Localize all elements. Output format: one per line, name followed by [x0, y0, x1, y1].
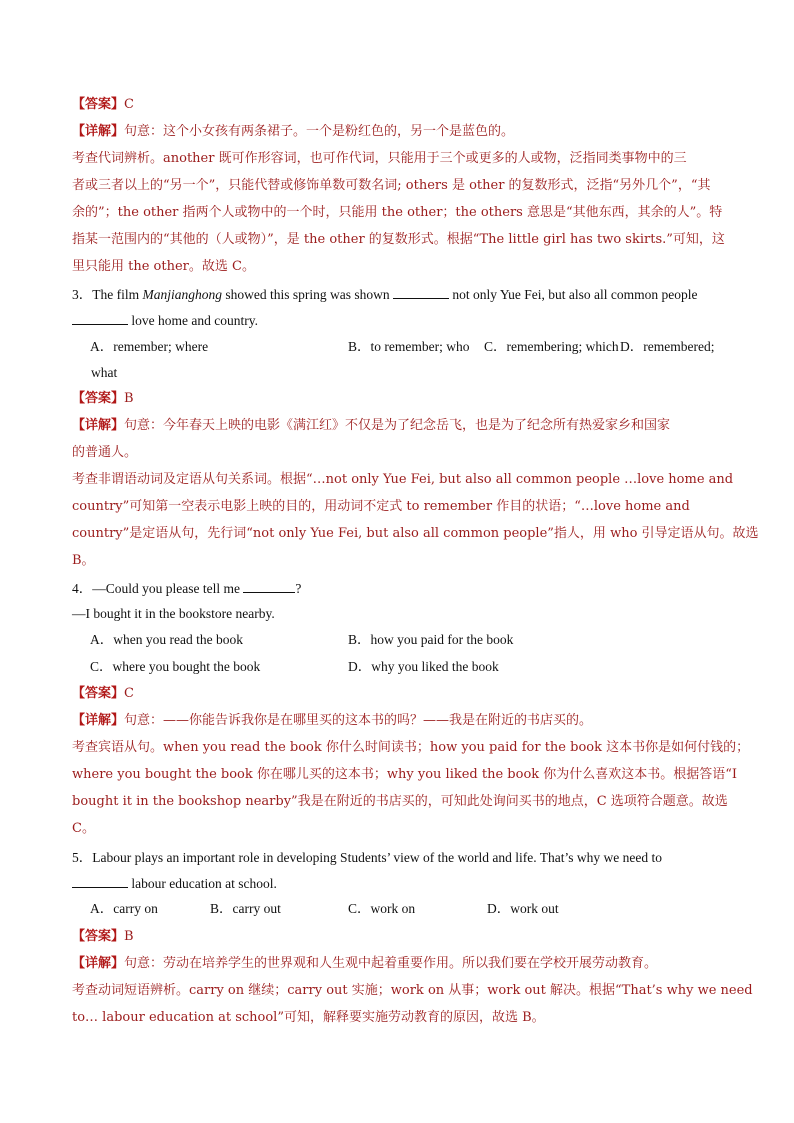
detail-line — [72, 123, 722, 141]
blank-line — [72, 875, 128, 888]
question-text: showed this spring was shown — [222, 287, 393, 302]
answer-value: B — [124, 391, 134, 406]
question-4-reply: —I bought it in the bookstore nearby. — [72, 606, 275, 621]
answer-value: C — [124, 97, 134, 112]
detail-tag: 【详解】 — [72, 956, 125, 971]
blank-line — [393, 286, 449, 299]
question-number: 3． — [72, 287, 93, 302]
question-3-options — [72, 338, 722, 356]
answer-tag: 【答案】 — [72, 686, 125, 701]
answer-tag: 【答案】 — [72, 929, 125, 944]
detail-line — [72, 955, 722, 973]
option-c: C．work on — [348, 901, 416, 916]
question-text: love home and country. — [128, 313, 258, 328]
answer-tag: 【答案】 — [72, 391, 125, 406]
explanation-line: where you bought the book 你在哪儿买的这本书；why you liked the book 你为什么喜欢这本书。根据答语“I — [72, 767, 738, 782]
answer-value: C — [124, 686, 134, 701]
question-number: 5． — [72, 850, 93, 865]
answer-line — [72, 685, 722, 703]
blank-line — [72, 312, 128, 325]
question-4-options-row1 — [72, 631, 722, 649]
question-text: —Could you please tell me — [92, 581, 244, 596]
detail-tag: 【详解】 — [72, 713, 125, 728]
option-c: C．where you bought the book — [90, 659, 261, 674]
explanation-line: country”是定语从句，先行词“not only Yue Fei, but also all common people”指人，用 who 引导定语从句。故选 — [72, 526, 759, 541]
blank-line — [243, 580, 295, 593]
detail-line — [72, 417, 722, 435]
question-5-stem — [72, 849, 722, 867]
option-a: A．carry on — [90, 901, 158, 916]
option-a: A．when you read the book — [90, 632, 243, 647]
explanation-line: C。 — [72, 821, 95, 836]
explanation-line: 考查动词短语辨析。carry on 继续；carry out 实施；work on 从事；work out 解决。根据“That’s why we need — [72, 983, 753, 998]
detail-line — [72, 712, 722, 730]
option-b: B．how you paid for the book — [348, 632, 514, 647]
explanation-line: country”可知第一空表示电影上映的目的，用动词不定式 to remember 作目的状语；“…love home and — [72, 499, 690, 514]
question-text: ? — [295, 581, 302, 596]
question-text: not only Yue Fei, but also all common people — [449, 287, 698, 302]
detail-tag: 【详解】 — [72, 124, 125, 139]
explanation-line: 余的”；the other 指两个人或物中的一个时，只能用 the other；the others 意思是“其他东西，其余的人”。特 — [72, 205, 723, 220]
explanation-line: 者或三者以上的“另一个”，只能代替或修饰单数可数名词; others 是 other 的复数形式，泛指“另外几个”，“其 — [72, 178, 711, 193]
detail-text: 句意：——你能告诉我你是在哪里买的这本书的吗？——我是在附近的书店买的。 — [124, 713, 593, 728]
explanation-line: 考查宾语从句。when you read the book 你什么时间读书；how you paid for the book 这本书你是如何付钱的； — [72, 740, 750, 755]
answer-line — [72, 390, 722, 408]
option-c: C．remembering; which — [484, 339, 619, 354]
option-b: B．to remember; who — [348, 339, 470, 354]
answer-tag: 【答案】 — [72, 97, 125, 112]
detail-text: 句意：今年春天上映的电影《满江红》不仅是为了纪念岳飞，也是为了纪念所有热爱家乡和国家 — [124, 418, 671, 433]
explanation-line: 考查非谓语动词及定语从句关系词。根据“…not only Yue Fei, but also all common people …love home and — [72, 472, 734, 487]
explanation-line: 考查代词辨析。another 既可作形容词，也可作代词，只能用于三个或更多的人或物，泛指同类事物中的三 — [72, 151, 687, 166]
answer-line — [72, 928, 722, 946]
explanation-line: 指某一范围内的“其他的（人或物）”，是 the other 的复数形式。根据“The little girl has two skirts.”可知，这 — [72, 232, 725, 247]
option-d: D．why you liked the book — [348, 659, 499, 674]
explanation-line: 里只能用 the other。故选 C。 — [72, 259, 255, 274]
option-d: D．remembered; — [620, 339, 715, 354]
question-text: labour education at school. — [128, 876, 277, 891]
question-4-options-row2 — [72, 658, 722, 676]
explanation-line: to… labour education at school”可知，解释要实施劳动教育的原因，故选 B。 — [72, 1010, 545, 1025]
option-d: D．work out — [487, 901, 559, 916]
detail-tag: 【详解】 — [72, 418, 125, 433]
question-3-stem-cont — [72, 312, 722, 330]
question-4-stem — [72, 580, 722, 598]
question-3-stem — [72, 286, 722, 304]
detail-text: 句意：劳动在培养学生的世界观和人生观中起着重要作用。所以我们要在学校开展劳动教育。 — [124, 956, 658, 971]
question-text: The film — [92, 287, 143, 302]
option-a: A．remember; where — [90, 339, 209, 354]
answer-value: B — [124, 929, 134, 944]
option-d-wrap: what — [91, 365, 118, 380]
explanation-line: 的普通人。 — [72, 445, 138, 460]
question-5-options — [72, 900, 722, 918]
answer-line — [72, 96, 722, 114]
question-5-stem-cont — [72, 875, 722, 893]
option-b: B．carry out — [210, 901, 281, 916]
film-title: Manjianghong — [142, 287, 222, 302]
explanation-line: bought it in the bookshop nearby”我是在附近的书店买的，可知此处询问买书的地点，C 选项符合题意。故选 — [72, 794, 728, 809]
question-text: Labour plays an important role in developing Students’ view of the world and life. That’s why we need to — [92, 850, 662, 865]
detail-text: 句意：这个小女孩有两条裙子。一个是粉红色的，另一个是蓝色的。 — [124, 124, 515, 139]
explanation-line: B。 — [72, 553, 95, 568]
question-number: 4． — [72, 581, 93, 596]
